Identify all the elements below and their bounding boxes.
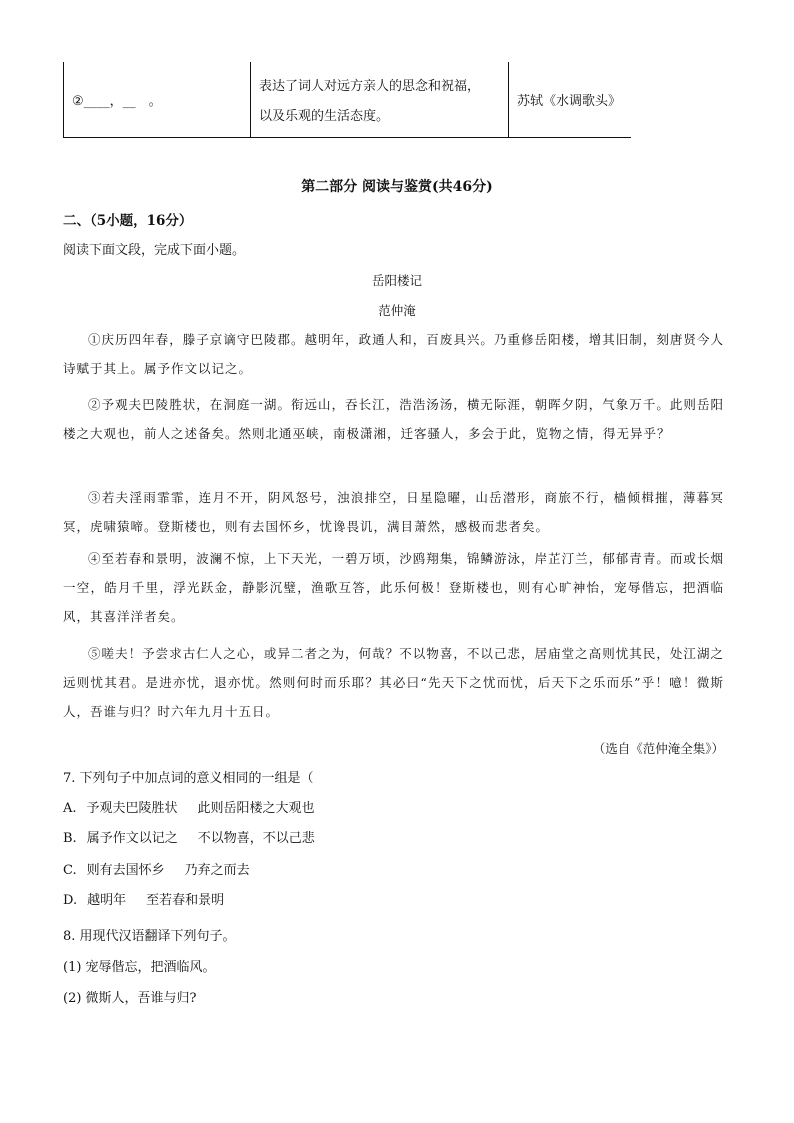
paragraph-4: ④至若春和景明，波澜不惊，上下天光，一碧万顷，沙鸥翔集，锦鳞游泳，岸芷汀兰，郁郁青青。而或长烟一空，皓月千里，浮光跃金，静影沉璧，渔歌互答，此乐何极！登斯楼也，则有心旷神怡，宠辱偕忘，把酒临风，其喜洋洋者矣。 [63,551,724,624]
question-8-stem: 8. 用现代汉语翻译下列句子。 [63,929,236,944]
meaning-line-2: 以及乐观的生活态度。 [259,109,390,124]
option-label: A. [63,801,77,816]
paragraph-2: ②予观夫巴陵胜状，在洞庭一湖。衔远山，吞长江，浩浩汤汤，横无际涯，朝晖夕阴，气象万千。此则岳阳楼之大观也，前人之述备矣。然则北通巫峡，南极潇湘，迁客骚人，多会于此，览物之情，得无异乎？ [63,397,724,441]
translate-item-2: (2) 微斯人，吾谁与归? [63,991,197,1006]
answer-table [63,62,631,138]
option-right: 至若春和景明 [146,893,225,908]
option-right: 乃弃之而去 [184,863,250,878]
meaning-line-1: 表达了词人对远方亲人的思念和祝福， [259,79,481,94]
table-cell-source [509,62,632,138]
option-left: 予观夫巴陵胜状 [86,801,178,816]
table-cell-meaning [251,62,509,138]
option-label: B. [63,831,77,846]
poem-source: 苏轼《水调歌头》 [517,94,622,109]
option-left: 越明年 [87,893,127,908]
passage-author: 范仲淹 [378,303,416,318]
option-c[interactable] [63,859,270,878]
passage-source: （选自《范仲淹全集》） [592,741,724,756]
option-b[interactable] [63,827,335,846]
option-a[interactable] [63,797,335,816]
option-left: 则有去国怀乡 [86,863,165,878]
paragraph-3: ③若夫淫雨霏霏，连月不开，阴风怒号，浊浪排空，日星隐曜，山岳潜形，商旅不行，樯倾楫摧，薄暮冥冥，虎啸猿啼。登斯楼也，则有去国怀乡，忧谗畏讥，满目萧然，感极而悲者矣。 [63,490,724,534]
fill-in-blank[interactable]: ②____，__ 。 [72,94,162,109]
table-cell-blank [64,62,251,138]
paragraph-1: ①庆历四年春，滕子京谪守巴陵郡。越明年，政通人和，百废具兴。乃重修岳阳楼，增其旧制，刻唐贤今人诗赋于其上。属予作文以记之。 [63,332,724,376]
option-d[interactable] [63,889,244,908]
option-label: C. [63,863,77,878]
option-right: 此则岳阳楼之大观也 [197,801,315,816]
option-label: D. [63,893,78,908]
section-title: 第二部分 阅读与鉴赏(共46分) [301,179,493,195]
paragraph-5: ⑤嗟夫！予尝求古仁人之心，或异二者之为，何哉？不以物喜，不以己悲，居庙堂之高则忧其民，处江湖之远则忧其君。是进亦忧，退亦忧。然则何时而乐耶？其必曰“先天下之忧而忧，后天下之乐而乐”乎！噫！微斯人，吾谁与归？时六年九月十五日。 [63,646,724,719]
translate-item-1: (1) 宠辱偕忘，把酒临风。 [63,960,216,975]
option-left: 属予作文以记之 [86,831,178,846]
instruction: 阅读下面文段，完成下面小题。 [63,243,246,258]
option-right: 不以物喜，不以己悲 [197,831,315,846]
sub-heading: 二、（5小题，16分） [63,213,193,229]
question-7-stem: 7. 下列句子中加点词的意义相同的一组是（ [63,771,314,786]
passage-title: 岳阳楼记 [371,273,422,288]
